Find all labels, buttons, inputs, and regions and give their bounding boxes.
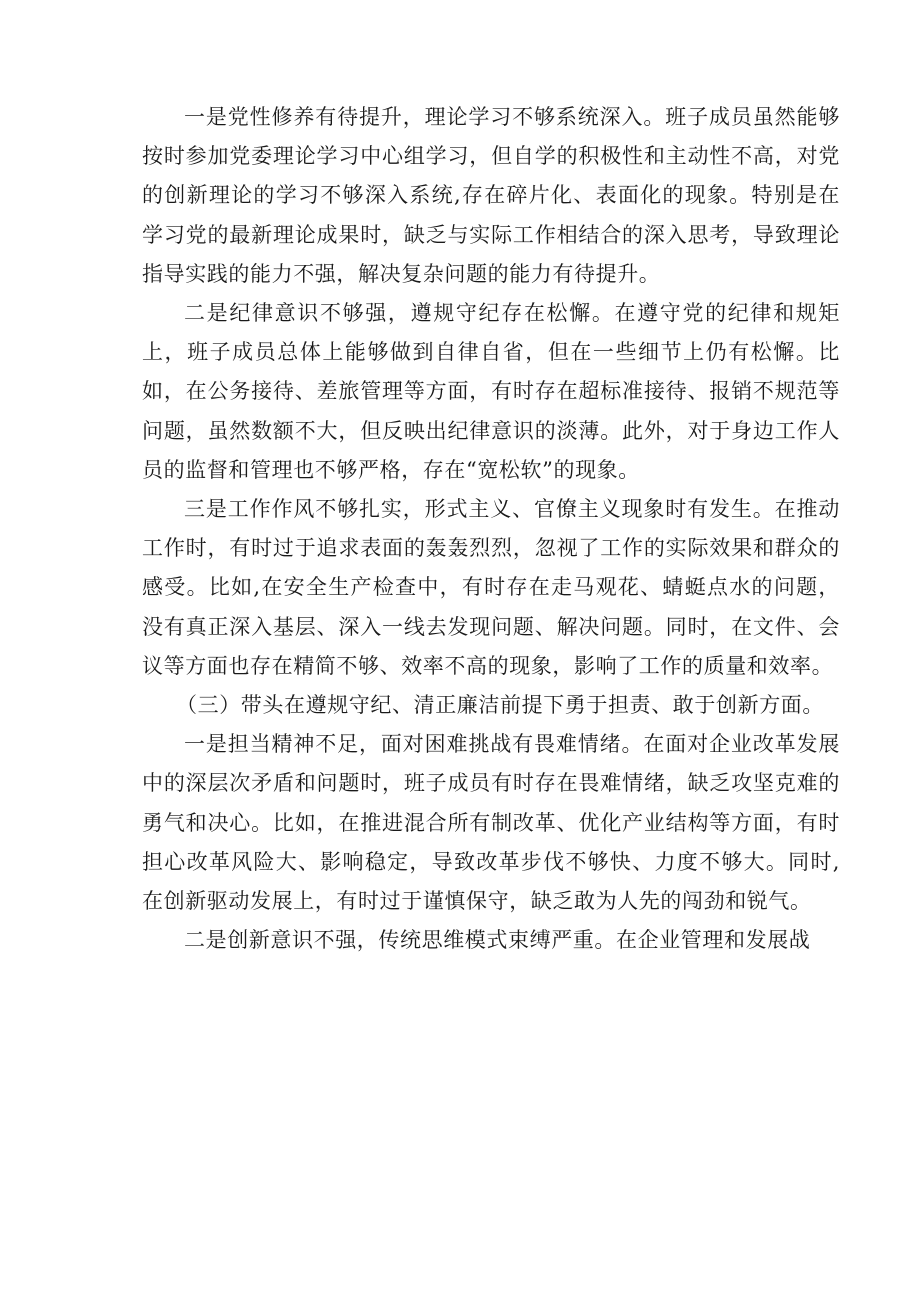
paragraph-innovation: 二是创新意识不强，传统思维模式束缚严重。在企业管理和发展战 [184, 928, 811, 953]
paragraph-responsibility: 一是担当精神不足，面对困难挑战有畏难情绪。在面对企业改革发展中的深层次矛盾和问题时，班子成员有时存在畏难情绪，缺乏攻坚克难的勇气和决心。比如，在推进混合所有制改革、优化产业结构等方面，有时担心改革风险大、影响稳定，导致改革步伐不够快、力度不够大。同时,在创新驱动发展上，有时过于谨慎保守，缺乏敢为人先的闯劲和锐气。 [142, 732, 840, 914]
section-heading-3: （三）带头在遵规守纪、清正廉洁前提下勇于担责、敢于创新方面。 [176, 693, 824, 718]
paragraph-party-cultivation: 一是党性修养有待提升，理论学习不够系统深入。班子成员虽然能够按时参加党委理论学习中心组学习，但自学的积极性和主动性不高，对党的创新理论的学习不够深入系统,存在碎片化、表面化的现象。特别是在学习党的最新理论成果时，缺乏与实际工作相结合的深入思考，导致理论指导实践的能力不强，解决复杂问题的能力有待提升。 [142, 105, 840, 286]
paragraph-work-style: 三是工作作风不够扎实，形式主义、官僚主义现象时有发生。在推动工作时，有时过于追求表面的轰轰烈烈，忽视了工作的实际效果和群众的感受。比如,在安全生产检查中，有时存在走马观花、蜻蜓点水的问题，没有真正深入基层、深入一线去发现问题、解决问题。同时，在文件、会议等方面也存在精简不够、效率不高的现象，影响了工作的质量和效率。 [142, 497, 840, 678]
document-page [142, 98, 840, 960]
paragraph-discipline-awareness: 二是纪律意识不够强，遵规守纪存在松懈。在遵守党的纪律和规矩上，班子成员总体上能够做到自律自省，但在一些细节上仍有松懈。比如，在公务接待、差旅管理等方面，有时存在超标准接待、报销不规范等问题，虽然数额不大，但反映出纪律意识的淡薄。此外，对于身边工作人员的监督和管理也不够严格，存在“宽松软”的现象。 [142, 301, 840, 482]
